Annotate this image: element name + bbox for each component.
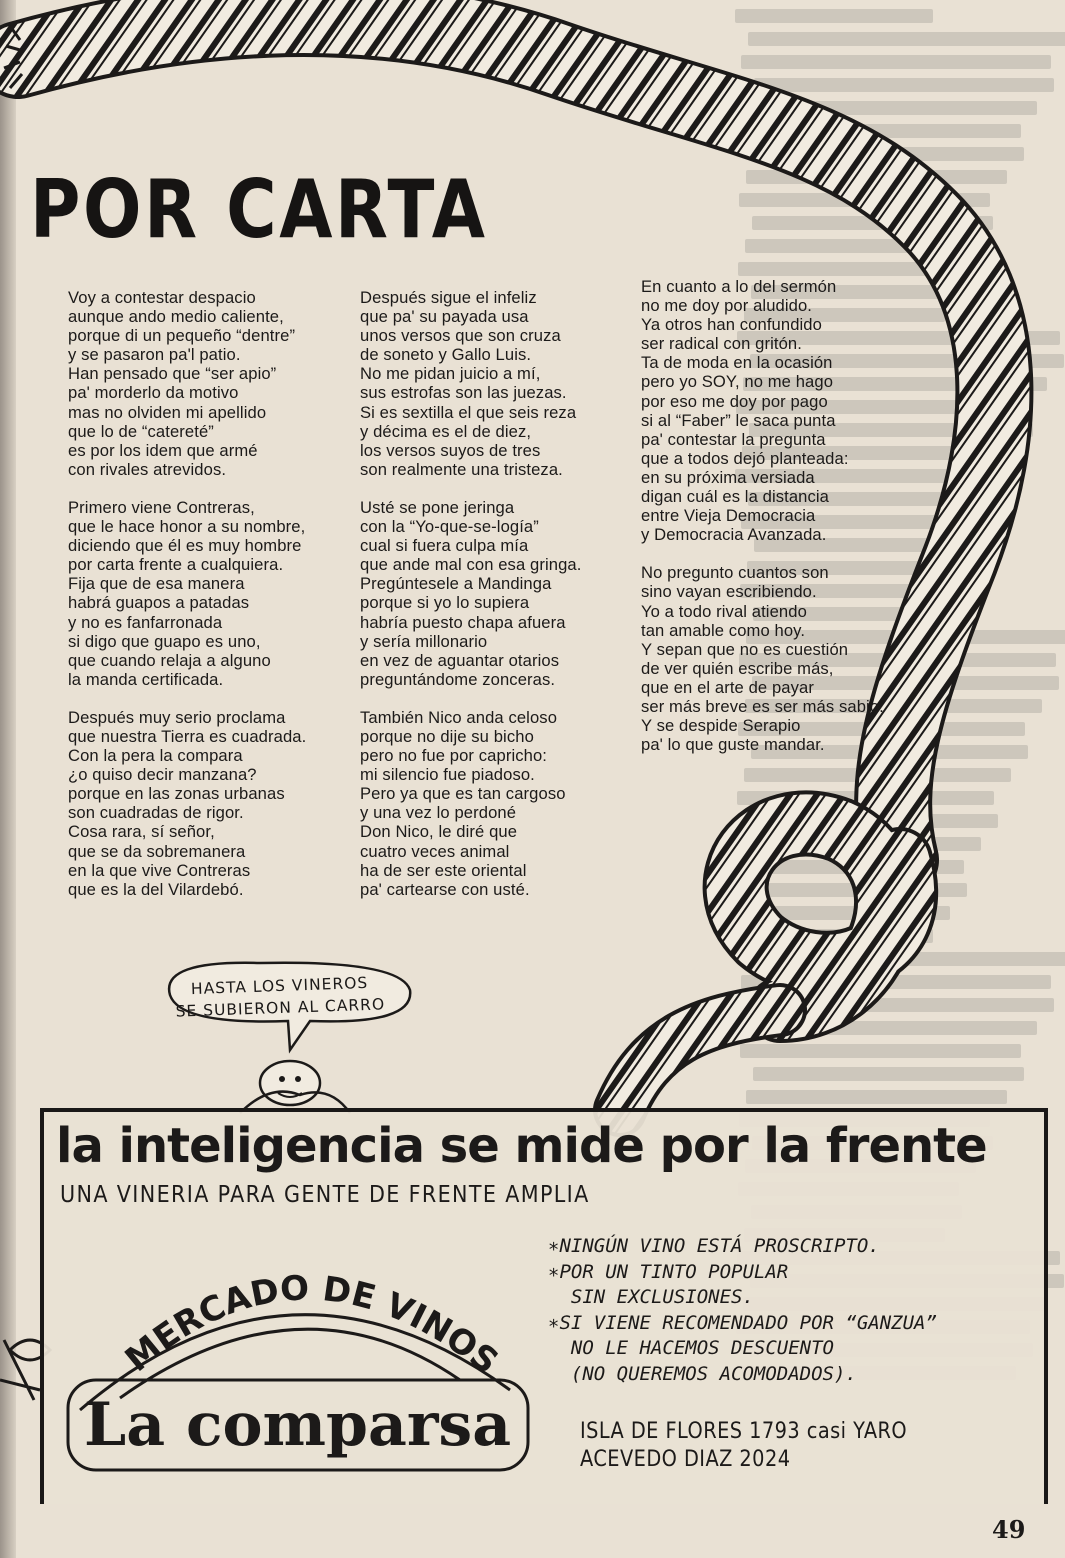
address-line: ACEVEDO DIAZ 2024 [580,1447,791,1472]
poem-line: unos versos que son cruza [360,326,561,346]
stanza [360,288,581,479]
ad-list-item: ∗NINGÚN VINO ESTÁ PROSCRIPTO. [548,1235,880,1257]
poem-line: También Nico anda celoso [360,707,558,727]
bubble-line: HASTA LOS VINEROS [190,973,369,999]
poem-line: son cuadradas de rigor. [68,803,244,823]
poem-line: Han pensado que “ser apio” [68,364,277,384]
poem-line: ¿o quiso decir manzana? [68,765,257,785]
poem-line: sino vayan escribiendo. [641,582,817,602]
cartoon-speech-bubble [159,971,400,1023]
poem-line: que lo de “catereté” [68,421,214,441]
poem-line: que nuestra Tierra es cuadrada. [68,726,307,746]
ad-list-item: ∗POR UN TINTO POPULAR [548,1260,789,1283]
poem-line: Yo a todo rival atiendo [641,601,807,621]
stanza [360,498,581,689]
poem-line: si digo que guapo es uno, [68,631,261,651]
ad-list-item: (NO QUEREMOS ACOMODADOS). [548,1362,857,1385]
poem-line: aunque ando medio caliente, [68,307,284,327]
poem-line: y se pasaron pa'l patio. [68,345,241,365]
ad-subslogan: UNA VINERIA PARA GENTE DE FRENTE AMPLIA [60,1182,590,1208]
poem-line: y décima es el de diez, [360,421,532,441]
ad-list [548,1234,937,1387]
poem-line: en su próxima versiada [641,467,815,487]
ad-address [580,1418,907,1474]
poem-line: y Democracia Avanzada. [641,525,827,545]
poem-line: y no es fanfarronada [68,612,223,632]
poem-line: Usté se pone jeringa [360,497,515,517]
poem-line: por carta frente a cualquiera. [68,555,284,575]
poem-line: Y sepan que no es cuestión [641,639,849,659]
logo-name: La comparsa [84,1390,512,1460]
poem-line: No pregunto cuantos son [641,563,829,583]
poem-line: Ta de moda en la ocasión [641,353,833,373]
stanza [68,288,306,479]
poem-line: preguntándome zonceras. [360,669,556,689]
stanza [68,498,306,689]
poem-line: Cosa rara, sí señor, [68,822,215,842]
poem-line: y sería millonario [360,631,488,651]
poem-line: en la que vive Contreras [68,860,251,880]
poem-line: pa' lo que guste mandar. [641,735,825,755]
address-line: ISLA DE FLORES 1793 casi YARO [580,1419,908,1444]
poem-line: mas no olviden mi apellido [68,402,267,422]
poem-line: mi silencio fue piadoso. [360,765,535,785]
poem-line: Con la pera la compara [68,746,243,766]
poem-line: que en el arte de payar [641,677,814,697]
poem-line: pero yo SOY, no me hago [641,372,834,392]
poem-line: es por los idem que armé [68,440,258,460]
logo-arc-text: MERCADO DE VINOS [117,1268,506,1383]
stanza [641,563,884,754]
poem-line: que le hace honor a su nombre, [68,517,306,537]
poem-line: Pero ya que es tan cargoso [360,784,566,804]
poem-line: Pregúntesele a Mandinga [360,574,552,594]
poem-column-3 [641,277,884,773]
poem-line: de soneto y Gallo Luis. [360,345,532,365]
poem-line: sus estrofas son las juezas. [360,383,567,403]
poem-line: Ya otros han confundido [641,315,822,335]
poem-line: porque en las zonas urbanas [68,784,285,804]
poem-line: Si es sextilla el que seis reza [360,402,577,422]
poem-line: la manda certificada. [68,669,224,689]
poem-line: habrá guapos a patadas [68,593,250,613]
poem-line: ser más breve es ser más sabio. [641,696,884,716]
poem-line: pa' contestar la pregunta [641,429,826,449]
poem-line: Después muy serio proclama [68,707,286,727]
poem-line: y una vez lo perdoné [360,803,517,823]
poem-line: en vez de aguantar otarios [360,650,560,670]
poem-line: porque si yo lo supiera [360,593,530,613]
poem-line: con la “Yo-que-se-logía” [360,517,539,537]
poem-line: En cuanto a lo del sermón [641,277,837,296]
ad-slogan: la inteligencia se mide por la frente [56,1118,987,1174]
ad-list-item: ∗SI VIENE RECOMENDADO POR “GANZUA” [548,1311,937,1334]
ad-list-item: SIN EXCLUSIONES. [548,1286,754,1308]
wine-bottle-icon [60,1240,540,1480]
stanza [68,708,306,899]
poem-line: por eso me doy por pago [641,391,828,411]
poem-line: entre Vieja Democracia [641,506,816,526]
poem-line: cuatro veces animal [360,841,510,861]
poem-column-1 [68,288,306,918]
poem-line: pero no fue por capricho: [360,746,547,766]
poem-line: No me pidan juicio a mí, [360,364,541,384]
poem-line: que es la del Vilardebó. [68,879,244,899]
poem-line: que pa' su payada usa [360,307,529,327]
poem-column-2 [360,288,581,918]
poem-line: de ver quién escribe más, [641,658,834,678]
page-number: 49 [992,1515,1026,1544]
poem-line: no me doy por aludido. [641,296,813,316]
poem-line: que ande mal con esa gringa. [360,555,582,575]
poem-line: Después sigue el infeliz [360,288,537,307]
bubble-line: SE SUBIERON AL CARRO [175,995,386,1021]
poem-line: si al “Faber” le saca punta [641,410,836,430]
poem-line: pa' cartearse con usté. [360,879,530,899]
poem-line: ha de ser este oriental [360,860,527,880]
poem-line: porque no dije su bicho [360,726,534,746]
poem-line: habría puesto chapa afuera [360,612,566,632]
stanza [360,708,581,899]
poem-line: Voy a contestar despacio [68,288,256,307]
stanza [641,277,884,544]
poem-line: Fija que de esa manera [68,574,245,594]
poem-line: con rivales atrevidos. [68,459,227,479]
poem-line: tan amable como hoy. [641,620,806,640]
poem-line: pa' morderlo da motivo [68,383,239,403]
poem-line: que cuando relaja a alguno [68,650,271,670]
poem-line: son realmente una tristeza. [360,459,563,479]
poem-line: ser radical con gritón. [641,334,802,354]
poem-line: Don Nico, le diré que [360,822,518,842]
poem-line: cual si fuera culpa mía [360,536,529,556]
poem-line: los versos suyos de tres [360,440,541,460]
poem-line: que se da sobremanera [68,841,246,861]
poem-line: Primero viene Contreras, [68,497,255,517]
ad-list-item: NO LE HACEMOS DESCUENTO [548,1337,834,1359]
poem-line: diciendo que él es muy hombre [68,536,302,556]
poem-line: Y se despide Serapio [641,716,801,736]
poem-line: digan cuál es la distancia [641,487,830,507]
page-title: POR CARTA [30,163,488,256]
poem-line: porque di un pequeño “dentre” [68,326,296,346]
poem-line: que a todos dejó planteada: [641,448,849,468]
